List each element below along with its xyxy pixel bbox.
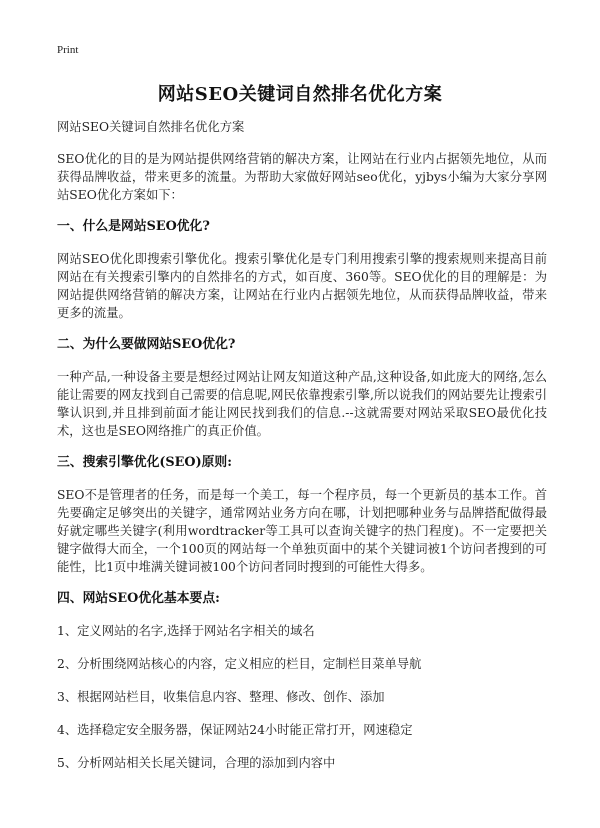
list-item: 3、根据网站栏目，收集信息内容、整理、修改、创作、添加 bbox=[57, 690, 385, 704]
list-item: 2、分析围绕网站核心的内容，定义相应的栏目，定制栏目菜单导航 bbox=[57, 657, 422, 671]
list-item: 1、定义网站的名字,选择于网站名字相关的域名 bbox=[57, 624, 315, 638]
page-title: 网站SEO关键词自然排名优化方案 bbox=[157, 84, 443, 105]
section-paragraph: 网站SEO优化即搜索引擎优化。搜索引擎优化是专门利用搜索引擎的搜索规则来提高目前网站在有关搜索引擎内的自然排名的方式，如百度、360等。SEO优化的目的理解是：为网站提供网络营销的解决方案，让网站在行业内占据领先地位，从而获得品牌收益，带来更多的流量。 bbox=[57, 252, 547, 320]
section-heading: 三、搜索引擎优化(SEO)原则: bbox=[57, 455, 232, 470]
list-item: 5、分析网站相关长尾关键词，合理的添加到内容中 bbox=[57, 756, 336, 770]
section-paragraph: SEO不是管理者的任务，而是每一个美工，每一个程序员，每一个更新员的基本工作。首先要确定足够突出的关键字，通常网站业务方向在哪，计划把哪种业务与品牌搭配做得最好就定哪些关键字(利用wordtracker等工具可以查询关键字的热门程度)。不一定要把关键字做得大而全，一个100页的网站每一个单独页面中的某个关键词被1个访问者搜到的可能性，比1页中堆满关键词被100个访问者同时搜到的可能性大得多。 bbox=[57, 488, 547, 574]
list-item: 4、选择稳定安全服务器，保证网站24小时能正常打开，网速稳定 bbox=[57, 723, 413, 737]
print-label: Print bbox=[57, 44, 79, 56]
section-heading: 四、网站SEO优化基本要点: bbox=[57, 591, 220, 606]
section-paragraph: 一种产品,一种设备主要是想经过网站让网友知道这种产品,这种设备,如此庞大的网络,怎么能让需要的网友找到自己需要的信息呢,网民依靠搜索引擎,所以说我们的网站要先让搜索引擎认识到,并且排到前面才能让网民找到我们的信息.--这就需要对网站采取SEO最优化技术，这也是SEO网络推广的真正价值。 bbox=[57, 370, 547, 438]
document-body bbox=[57, 118, 547, 787]
intro-paragraph: SEO优化的目的是为网站提供网络营销的解决方案，让网站在行业内占据领先地位，从而获得品牌收益，带来更多的流量。为帮助大家做好网站seo优化，yjbys小编为大家分享网站SEO优化方案如下： bbox=[57, 152, 547, 202]
section-heading: 一、什么是网站SEO优化? bbox=[57, 219, 210, 234]
section-heading: 二、为什么要做网站SEO优化? bbox=[57, 337, 236, 352]
document-subtitle: 网站SEO关键词自然排名优化方案 bbox=[57, 120, 245, 134]
